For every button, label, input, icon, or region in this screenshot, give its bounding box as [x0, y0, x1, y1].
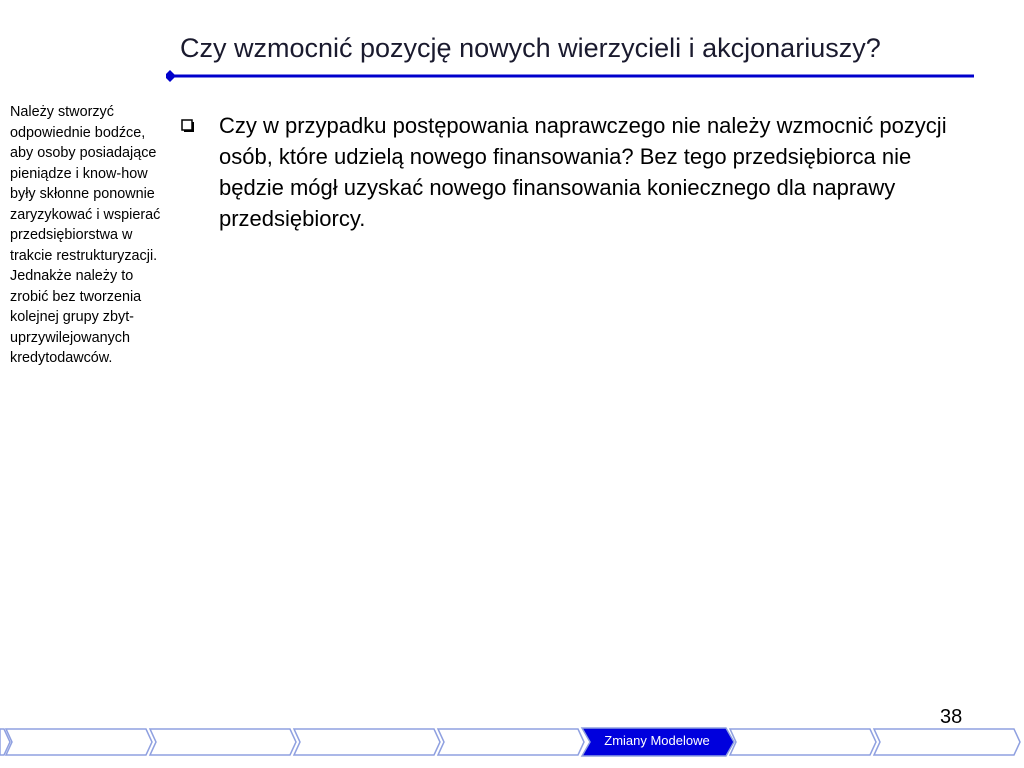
page-number: 38: [940, 706, 963, 728]
nav-segment-4[interactable]: [438, 729, 584, 755]
side-note: Należy stworzyć odpowiednie bodźce, aby osoby posiadające pieniądze i know-how były skłonne ponownie zaryzykować i wspierać przedsiębiorstwa w trakcie restrukturyzacji. Jednakże należy to zrobić bez tworzenia kolejnej grupy zbyt-uprzywilejowanych kredytodawców.: [10, 104, 161, 366]
bullet-item: [180, 110, 980, 234]
slide-title: Czy wzmocnić pozycję nowych wierzycieli i akcjonariuszy?: [180, 33, 881, 63]
checkbox-square-icon: [181, 119, 195, 133]
nav-segment-1[interactable]: [0, 729, 152, 755]
bullet-text: Czy w przypadku postępowania naprawczego nie należy wzmocnić pozycji osób, które udzielą nowego finansowania? Bez tego przedsiębiorca nie będzie mógł uzyskać nowego finansowania koniecznego dla naprawy przedsiębiorcy.: [219, 113, 947, 231]
nav-segment-3[interactable]: [294, 729, 440, 755]
nav-segment-2[interactable]: [150, 729, 296, 755]
nav-segment-7[interactable]: [874, 729, 1020, 755]
nav-segment-6[interactable]: [730, 729, 876, 755]
diamond-icon: [166, 70, 176, 82]
nav-active-label[interactable]: Zmiany Modelowe: [604, 733, 710, 748]
title-underline: [166, 66, 974, 86]
navigation-bar: [0, 726, 1024, 758]
bullet-list: [180, 110, 980, 234]
